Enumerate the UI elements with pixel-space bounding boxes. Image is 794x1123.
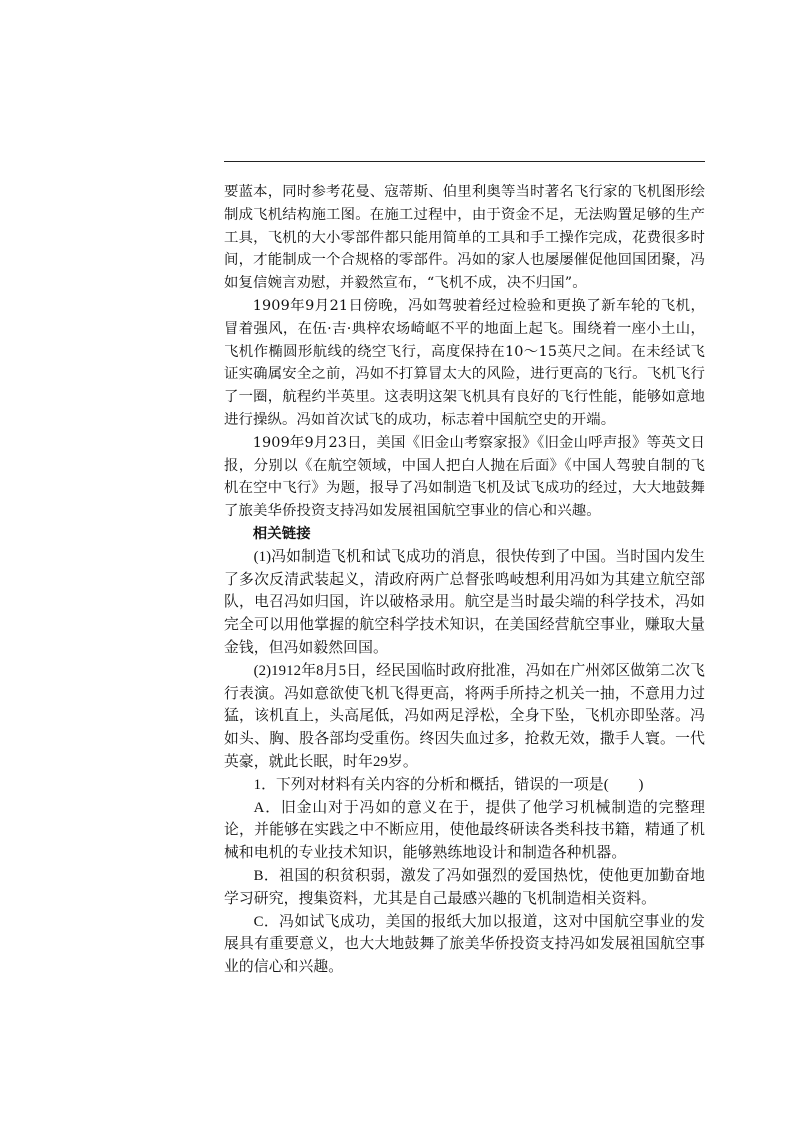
paragraph-2: 1909年9月21日傍晚，冯如驾驶着经过检验和更换了新车轮的飞机，冒着强风，在伍·吉·典梓农场崎岖不平的地面上起飞。围绕着一座小土山，飞机作椭圆形航线的绕空飞行，高度保持在10～15英尺之间。在未经试飞证实确属安全之前，冯如不打算冒太大的风险，进行更高的飞行。飞机飞行了一圈，航程约半英里。这表明这架飞机具有良好的飞行性能，能够如意地进行操纵。冯如首次试飞的成功，标志着中国航空史的开端。 [224, 297, 705, 428]
question-option-b: B．祖国的积贫积弱，激发了冯如强烈的爱国热忱，使他更加勤奋地学习研究，搜集资料，尤其是自己最感兴趣的飞机制造相关资料。 [224, 867, 705, 907]
paragraph-3: 1909年9月23日，美国《旧金山考察家报》《旧金山呼声报》等英文日报，分别以《在航空领域，中国人把白人抛在后面》《中国人驾驶自制的飞机在空中飞行》为题，报导了冯如制造飞机及试飞成功的经过，大大地鼓舞了旅美华侨投资支持冯如发展祖国航空事业的信心和兴趣。 [224, 434, 705, 520]
related-link-1: (1)冯如制造飞机和试飞成功的消息，很快传到了中国。当时国内发生了多次反清武装起义，清政府两广总督张鸣岐想利用冯如为其建立航空部队，电召冯如归国，许以破格录用。航空是当时最尖端的科学技术，冯如完全可以用他掌握的航空科学技术知识，在美国经营航空事业，赚取大量金钱，但冯如毅然回国。 [224, 548, 705, 656]
related-link-2: (2)1912年8月5日，经民国临时政府批准，冯如在广州郊区做第二次飞行表演。冯如意欲使飞机飞得更高，将两手所持之机关一抽，不意用力过猛，该机直上，头高尾低，冯如两足浮松，全身下坠，飞机亦即坠落。冯如头、胸、股各部均受重伤。终因失血过多，抢救无效，撒手人寰。一代英豪，就此长眠，时年29岁。 [224, 662, 705, 770]
related-links-heading: 相关链接 [252, 525, 311, 542]
header-rule [224, 161, 705, 162]
question-option-c: C．冯如试飞成功，美国的报纸大加以报道，这对中国航空事业的发展具有重要意义，也大大地鼓舞了旅美华侨投资支持冯如发展祖国航空事业的信心和兴趣。 [224, 913, 705, 976]
question-option-a: A．旧金山对于冯如的意义在于，提供了他学习机械制造的完整理论，并能够在实践之中不断应用，使他最终研读各类科技书籍，精通了机械和电机的专业技术知识，能够熟练地设计和制造各种机器。 [224, 799, 705, 862]
document-body [224, 181, 705, 979]
question-stem: 1．下列对材料有关内容的分析和概括，错误的一项是( ) [253, 776, 644, 793]
paragraph-1: 要蓝本，同时参考花曼、寇蒂斯、伯里利奥等当时著名飞行家的飞机图形绘制成飞机结构施工图。在施工过程中，由于资金不足，无法购置足够的生产工具，飞机的大小零部件都只能用简单的工具和手工操作完成，花费很多时间，才能制成一个合规格的零部件。冯如的家人也屡屡催促他回国团聚，冯如复信婉言劝慰，并毅然宣布，“飞机不成，决不归国”。 [224, 184, 705, 292]
